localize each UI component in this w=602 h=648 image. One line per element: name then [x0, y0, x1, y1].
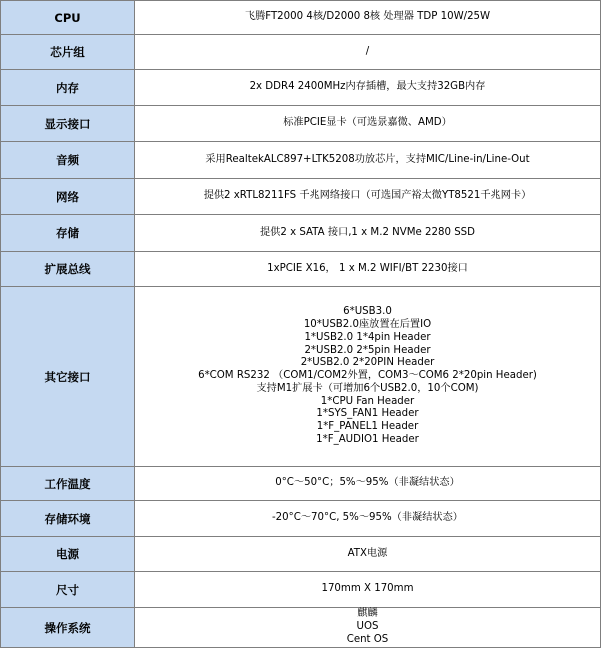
value-line: 1xPCIE X16， 1 x M.2 WIFI/BT 2230接口: [267, 262, 468, 274]
row-value-other-ports: [135, 287, 601, 467]
value-line: Cent OS: [346, 633, 389, 645]
row-label-storage-env: 存储环境: [1, 501, 135, 537]
table-row: [1, 572, 601, 608]
value-line: 标准PCIE显卡（可选景嘉微、AMD）: [283, 117, 452, 129]
row-label-network: 网络: [1, 179, 135, 215]
row-value-power: [135, 537, 601, 572]
row-label-os: 操作系统: [1, 608, 135, 648]
value-line: 0°C～50°C；5%～95%（非凝结状态）: [275, 477, 460, 489]
row-value-network: [135, 179, 601, 215]
value-line: /: [365, 45, 370, 57]
value-line: 支持M1扩展卡（可增加6个USB2.0，10个COM): [256, 382, 479, 394]
value-line: 10*USB2.0座放置在后置IO: [303, 318, 432, 330]
row-value-storage-env: [135, 501, 601, 537]
row-value-memory: [135, 70, 601, 106]
row-label-other-ports: 其它接口: [1, 287, 135, 467]
table-row: [1, 608, 601, 648]
row-value-expansion: [135, 252, 601, 287]
value-line: 2*USB2.0 2*5pin Header: [304, 344, 431, 356]
row-label-operating-temp: 工作温度: [1, 467, 135, 501]
value-line: 提供2 x SATA 接口,1 x M.2 NVMe 2280 SSD: [259, 226, 475, 238]
row-label-cpu: CPU: [1, 1, 135, 35]
row-value-chipset: [135, 35, 601, 70]
table-row: [1, 252, 601, 287]
row-label-power: 电源: [1, 537, 135, 572]
table-row: [1, 1, 601, 35]
row-label-expansion: 扩展总线: [1, 252, 135, 287]
value-line: 170mm X 170mm: [321, 583, 414, 595]
value-line: 2*USB2.0 2*20PIN Header: [300, 357, 435, 369]
value-line: 2x DDR4 2400MHz内存插槽，最大支持32GB内存: [249, 81, 486, 93]
row-value-storage: [135, 215, 601, 252]
row-value-display: [135, 106, 601, 142]
value-line: 1*F_PANEL1 Header: [316, 421, 419, 433]
row-value-os: [135, 608, 601, 648]
table-row: [1, 179, 601, 215]
row-value-audio: [135, 142, 601, 179]
value-line: 1*CPU Fan Header: [320, 395, 415, 407]
row-label-audio: 音频: [1, 142, 135, 179]
row-value-cpu: [135, 1, 601, 35]
value-line: ATX电源: [347, 547, 388, 559]
value-line: 1*F_AUDIO1 Header: [316, 434, 419, 446]
row-value-size: [135, 572, 601, 608]
row-label-chipset: 芯片组: [1, 35, 135, 70]
table-row: [1, 467, 601, 501]
table-row: [1, 142, 601, 179]
table-row: [1, 501, 601, 537]
row-label-storage: 存储: [1, 215, 135, 252]
value-line: 6*COM RS232 （COM1/COM2外置，COM3～COM6 2*20pin Header): [198, 370, 537, 382]
table-row: [1, 215, 601, 252]
value-line: 采用RealtekALC897+LTK5208功放芯片，支持MIC/Line-in/Line-Out: [205, 153, 530, 165]
table-row: [1, 287, 601, 467]
value-line: 1*SYS_FAN1 Header: [316, 408, 419, 420]
table-row: [1, 35, 601, 70]
value-line: UOS: [356, 621, 379, 633]
table-row: [1, 70, 601, 106]
value-line: 麒麟: [357, 608, 378, 620]
row-label-memory: 内存: [1, 70, 135, 106]
value-line: 飞腾FT2000 4核/D2000 8核 处理器 TDP 10W/25W: [244, 11, 491, 23]
value-line: -20°C～70°C, 5%～95%（非凝结状态）: [272, 512, 463, 524]
table-row: [1, 106, 601, 142]
row-label-size: 尺寸: [1, 572, 135, 608]
value-line: 1*USB2.0 1*4pin Header: [304, 331, 431, 343]
value-line: 提供2 xRTL8211FS 千兆网络接口（可选国产裕太微YT8521千兆网卡）: [203, 190, 532, 202]
value-line: 6*USB3.0: [343, 306, 392, 318]
row-label-display: 显示接口: [1, 106, 135, 142]
row-value-operating-temp: [135, 467, 601, 501]
table-row: [1, 537, 601, 572]
